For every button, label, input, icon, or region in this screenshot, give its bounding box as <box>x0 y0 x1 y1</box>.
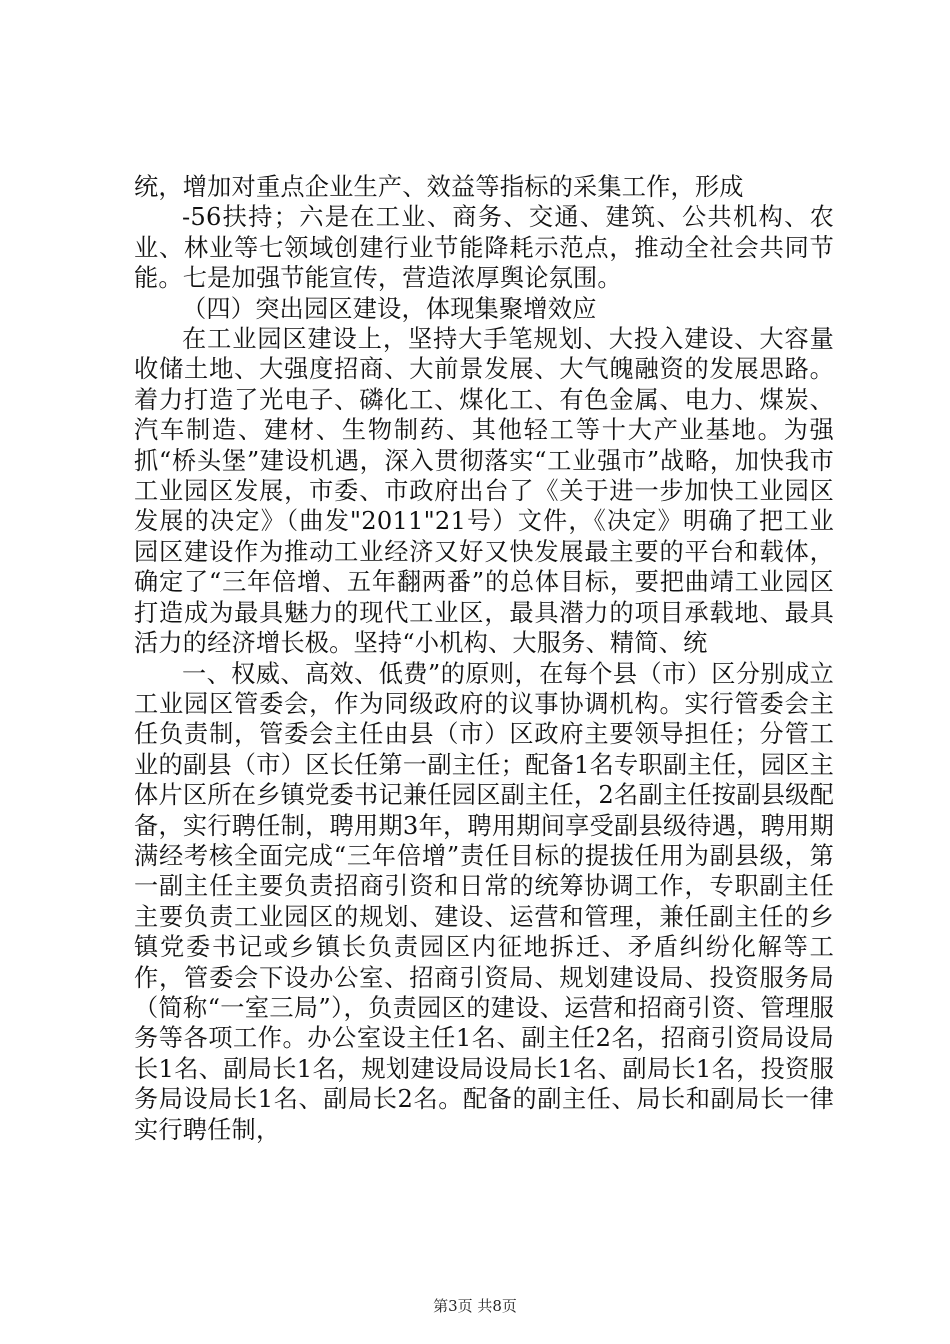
paragraph-3: 在工业园区建设上，坚持大手笔规划、大投入建设、大容量收储土地、大强度招商、大前景发展、大气魄融资的发展思路。着力打造了光电子、磷化工、煤化工、有色金属、电力、煤炭、汽车制造、建材、生物制药、其他轻工等十大产业基地。为强抓“桥头堡”建设机遇，深入贯彻落实“工业强市”战略，加快我市工业园区发展，市委、市政府出台了《关于进一步加快工业园区发展的决定》（曲发"2011"21号）文件，《决定》明确了把工业园区建设作为推动工业经济又好又快发展最主要的平台和载体，确定了“三年倍增、五年翻两番”的总体目标，要把曲靖工业园区打造成为最具魅力的现代工业区，最具潜力的项目承载地、最具活力的经济增长极。坚持“小机构、大服务、精简、统 <box>134 325 834 658</box>
paragraph-1: 统，增加对重点企业生产、效益等指标的采集工作，形成 <box>134 173 744 201</box>
document-body <box>134 172 834 1145</box>
section-heading: （四）突出园区建设，体现集聚增效应 <box>182 294 597 323</box>
page-number-footer: 第3页 共8页 <box>433 1297 517 1315</box>
paragraph-2: -56扶持；六是在工业、商务、交通、建筑、公共机构、农业、林业等七领域创建行业节能降耗示范点，推动全社会共同节能。七是加强节能宣传，营造浓厚舆论氛围。 <box>134 203 834 293</box>
paragraph-4: 一、权威、高效、低费”的原则，在每个县（市）区分别成立工业园区管委会，作为同级政府的议事协调机构。实行管委会主任负责制，管委会主任由县（市）区政府主要领导担任；分管工业的副县（市）区长任第一副主任；配备1名专职副主任，园区主体片区所在乡镇党委书记兼任园区副主任，2名副主任按副县级配备，实行聘任制，聘用期3年，聘用期间享受副县级待遇，聘用期满经考核全面完成“三年倍增”责任目标的提拔任用为副县级，第一副主任主要负责招商引资和日常的统筹协调工作，专职副主任主要负责工业园区的规划、建设、运营和管理，兼任副主任的乡镇党委书记或乡镇长负责园区内征地拆迁、矛盾纠纷化解等工作，管委会下设办公室、招商引资局、规划建设局、投资服务局（简称“一室三局”），负责园区的建设、运营和招商引资、管理服务等各项工作。办公室设主任1名、副主任2名，招商引资局设局长1名、副局长1名，规划建设局设局长1名、副局长1名，投资服务局设局长1名、副局长2名。配备的副主任、局长和副局长一律实行聘任制， <box>134 659 834 1144</box>
